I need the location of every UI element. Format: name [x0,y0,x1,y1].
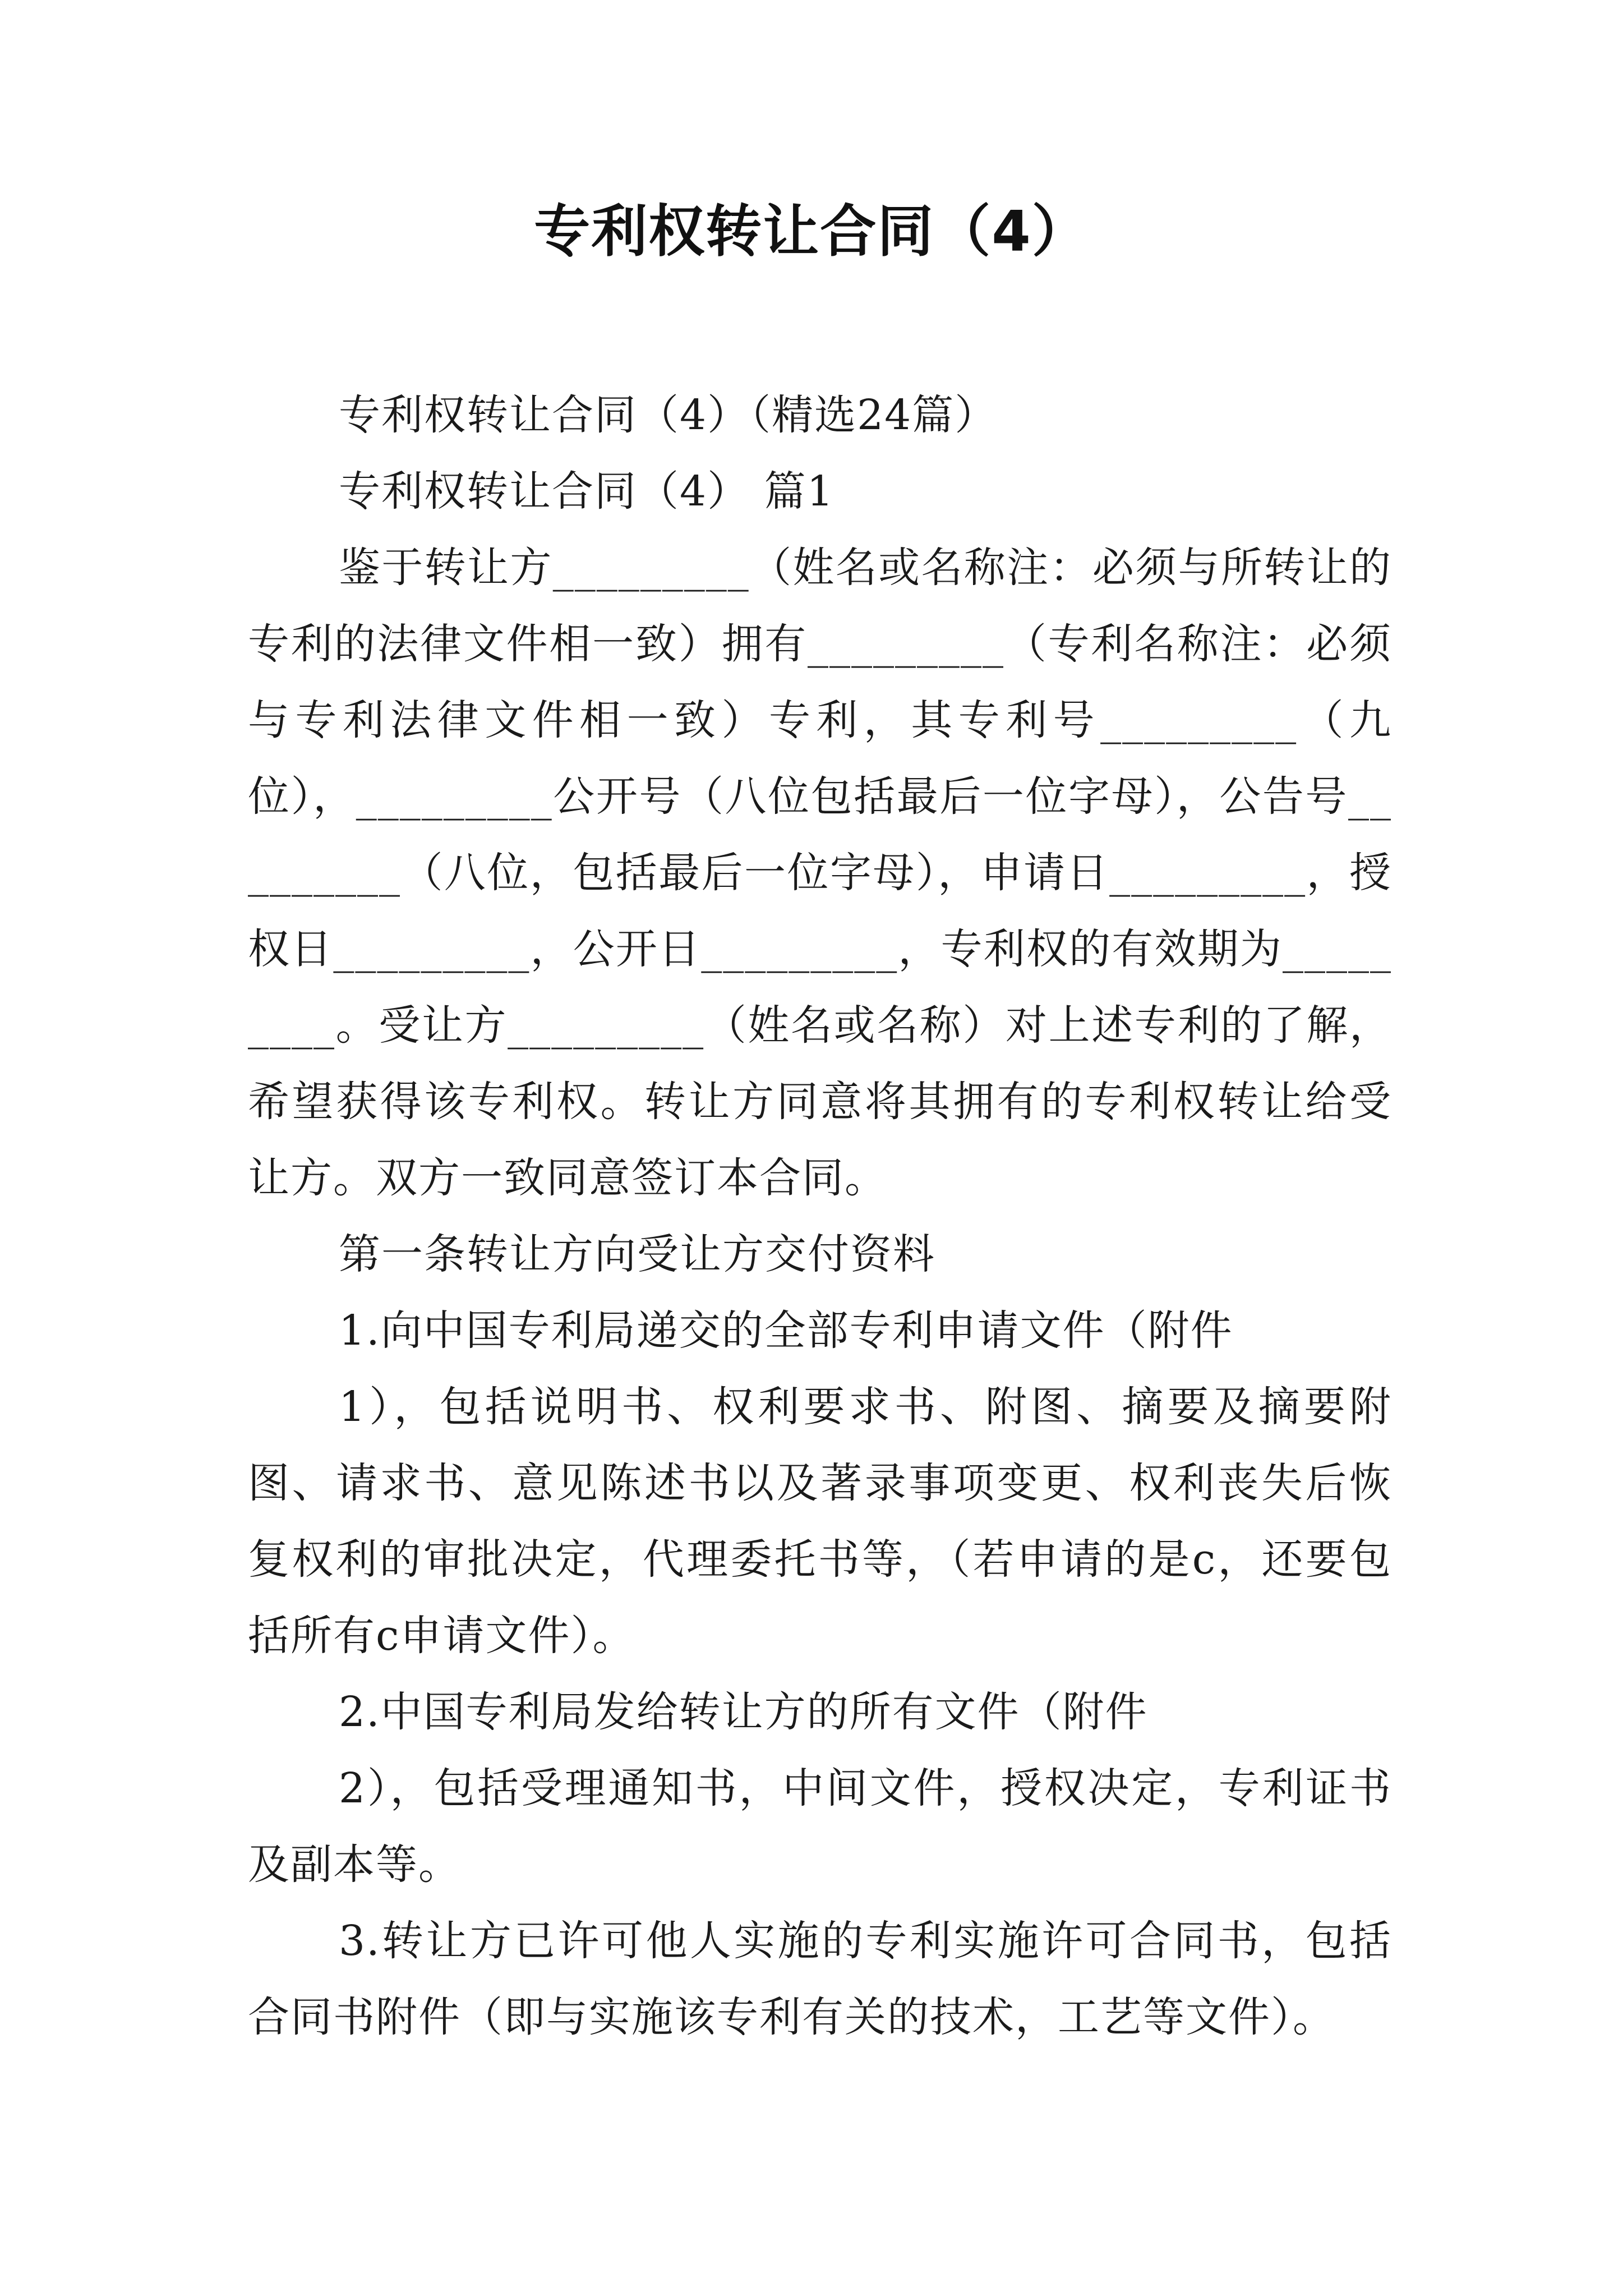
clause-3-paragraph: 3.转让方已许可他人实施的专利实施许可合同书，包括合同书附件（即与实施该专利有关的技术，工艺等文件）。 [248,1917,1392,2041]
article-heading: 第一条转让方向受让方交付资料 [339,1230,935,1278]
preamble-paragraph: 鉴于转让方_________（姓名或名称注：必须与所转让的专利的法律文件相一致）拥有_________（专利名称注：必须与专利法律文件相一致）专利，其专利号_________（九位），_________公开号（八位包括最后一位字母），公告号_________（八位，包括最后一位字母），申请日_________，授权日_________，公开日_________，专利权的有效期为_________。受让方_________（姓名或名称）对上述专利的了解，希望获得该专利权。转让方同意将其拥有的专利权转让给受让方。双方一致同意签订本合同。 [248,544,1392,1202]
section-heading: 专利权转让合同（4） 篇1 [339,467,834,516]
document-title: 专利权转让合同（4） [534,199,1089,264]
clause-2-paragraph: 2.中国专利局发给转让方的所有文件（附件 [339,1688,1148,1736]
clause-1-paragraph: 1.向中国专利局递交的全部专利申请文件（附件 [339,1306,1233,1355]
subtitle-paragraph: 专利权转让合同（4）（精选24篇） [339,391,998,439]
clause-2-detail-paragraph: 2），包括受理通知书，中间文件，授权决定，专利证书及副本等。 [248,1764,1392,1889]
clause-1-detail-paragraph: 1），包括说明书、权利要求书、附图、摘要及摘要附图、请求书、意见陈述书以及著录事项变更、权利丧失后恢复权利的审批决定，代理委托书等，（若申请的是c，还要包括所有c申请文件）。 [248,1383,1392,1660]
document-body [248,377,1392,2055]
